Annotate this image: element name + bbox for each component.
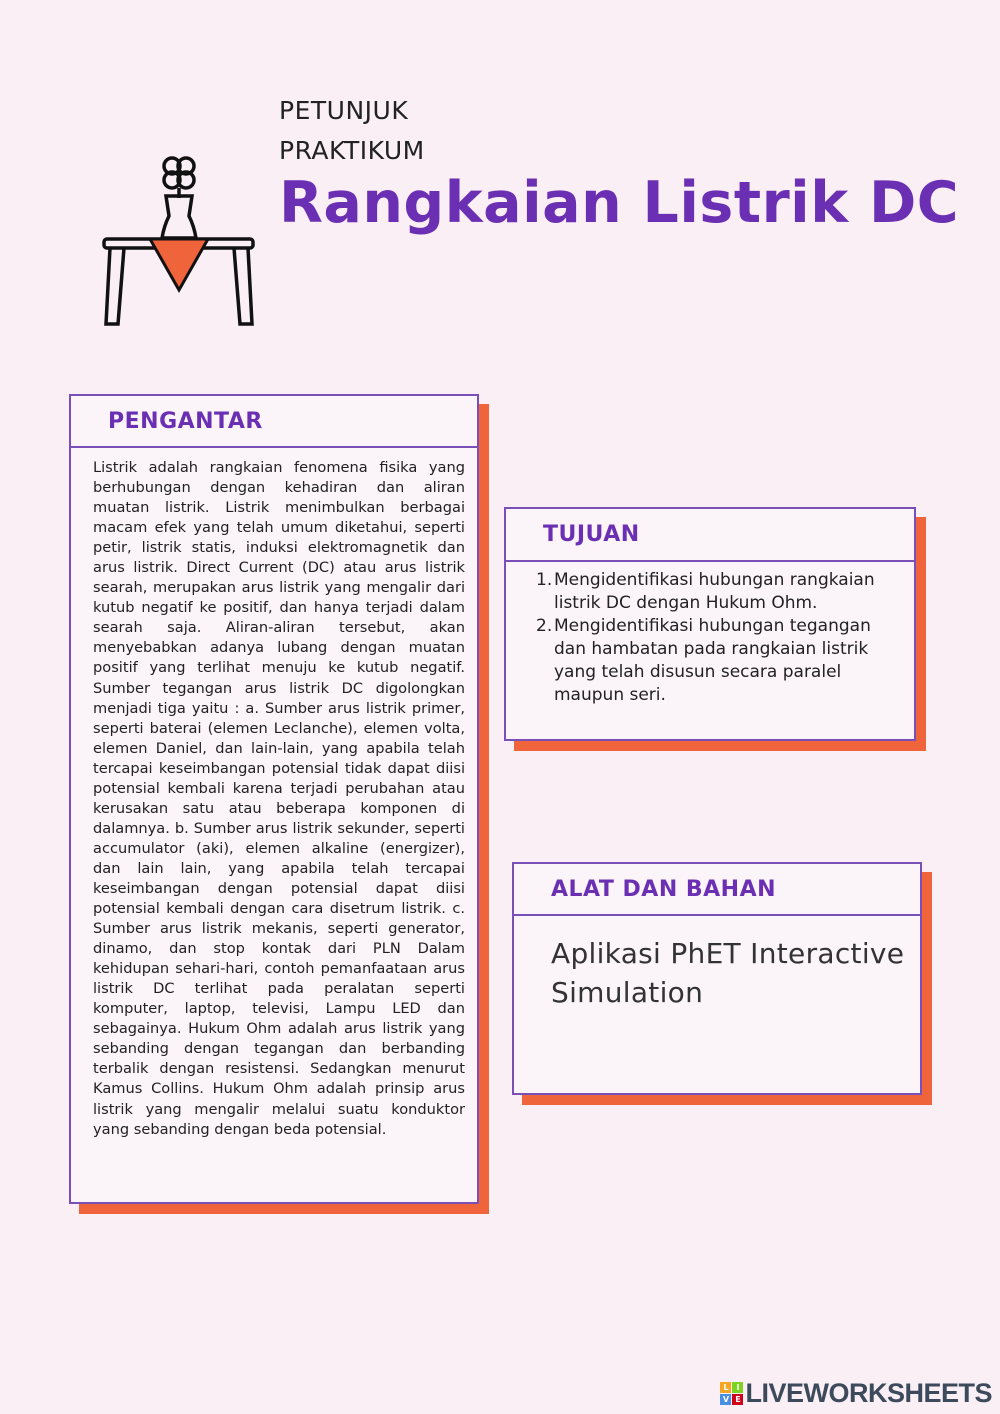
goal-item	[536, 615, 884, 707]
goals-box	[504, 507, 916, 741]
logo-letter: V	[720, 1394, 731, 1405]
goals-list	[536, 569, 884, 707]
goal-number: 1.	[536, 570, 553, 590]
liveworksheets-logo-icon	[720, 1382, 743, 1405]
goal-number: 2.	[536, 616, 553, 636]
tools-heading: ALAT DAN BAHAN	[514, 864, 920, 916]
logo-letter: E	[732, 1394, 743, 1405]
intro-body: Listrik adalah rangkaian fenomena fisika yang berhubungan dengan kehadiran dan aliran muatan listrik. Listrik menimbulkan berbagai macam efek yang telah umum diketahui, seperti petir, listrik statis, induksi elektromagnetik dan arus listrik. Direct Current (DC) atau arus listrik searah, merupakan arus listrik yang mengalir dari kutub negatif ke positif, dan hanya terjadi dalam searah saja. Aliran-aliran tersebut, akan menyebabkan adanya lubang dengan muatan positif yang terlihat menuju ke kutub negatif. Sumber tegangan arus listrik DC digolongkan menjadi tiga yaitu : a. Sumber arus listrik primer, seperti baterai (elemen Leclanche), elemen volta, elemen Daniel, dan lain-lain, yang apabila telah tercapai keseimbangan potensial tidak dapat diisi potensial kembali karena terjadi perubahan atau kerusakan satu atau beberapa komponen di dalamnya. b. Sumber arus listrik sekunder, seperti accumulator (aki), elemen alkaline (energizer), dan lain lain, yang apabila telah tercapai keseimbangan dengan potensial dapat diisi potensial kembali dengan cara disetrum listrik. c. Sumber arus listrik mekanis, seperti generator, dinamo, dan stop kontak dari PLN Dalam kehidupan sehari-hari, contoh pemanfaataan arus listrik DC terlihat pada peralatan seperti komputer, laptop, televisi, Lampu LED dan sebagainya. Hukum Ohm adalah arus listrik yang sebanding dengan tegangan dan berbanding terbalik dengan resistensi. Sedangkan menurut Kamus Collins. Hukum Ohm adalah prinsip arus listrik yang mengalir melalui suatu konduktor yang sebanding dengan beda potensial.	[93, 459, 465, 1138]
intro-box	[69, 394, 479, 1204]
brand-name: LIVEWORKSHEETS	[745, 1378, 992, 1408]
table-vase-illustration	[98, 150, 260, 334]
subtitle-line-1: PETUNJUK	[279, 96, 409, 125]
goal-text: Mengidentifikasi hubungan rangkaian listrik DC dengan Hukum Ohm.	[554, 570, 875, 613]
tools-text: Aplikasi PhET Interactive Simulation	[551, 937, 905, 1009]
logo-letter: L	[720, 1382, 731, 1393]
page-title: Rangkaian Listrik DC	[279, 170, 960, 236]
logo-letter: I	[732, 1382, 743, 1393]
table-vase-icon	[98, 150, 260, 330]
tools-box	[512, 862, 922, 1095]
goal-text: Mengidentifikasi hubungan tegangan dan hambatan pada rangkaian listrik yang telah disusun secara paralel maupun seri.	[554, 616, 871, 705]
goal-item	[536, 569, 884, 615]
intro-heading: PENGANTAR	[71, 396, 477, 448]
goals-heading: TUJUAN	[506, 509, 914, 562]
subtitle-line-2: PRAKTIKUM	[279, 136, 425, 165]
liveworksheets-brand[interactable]	[720, 1378, 992, 1409]
